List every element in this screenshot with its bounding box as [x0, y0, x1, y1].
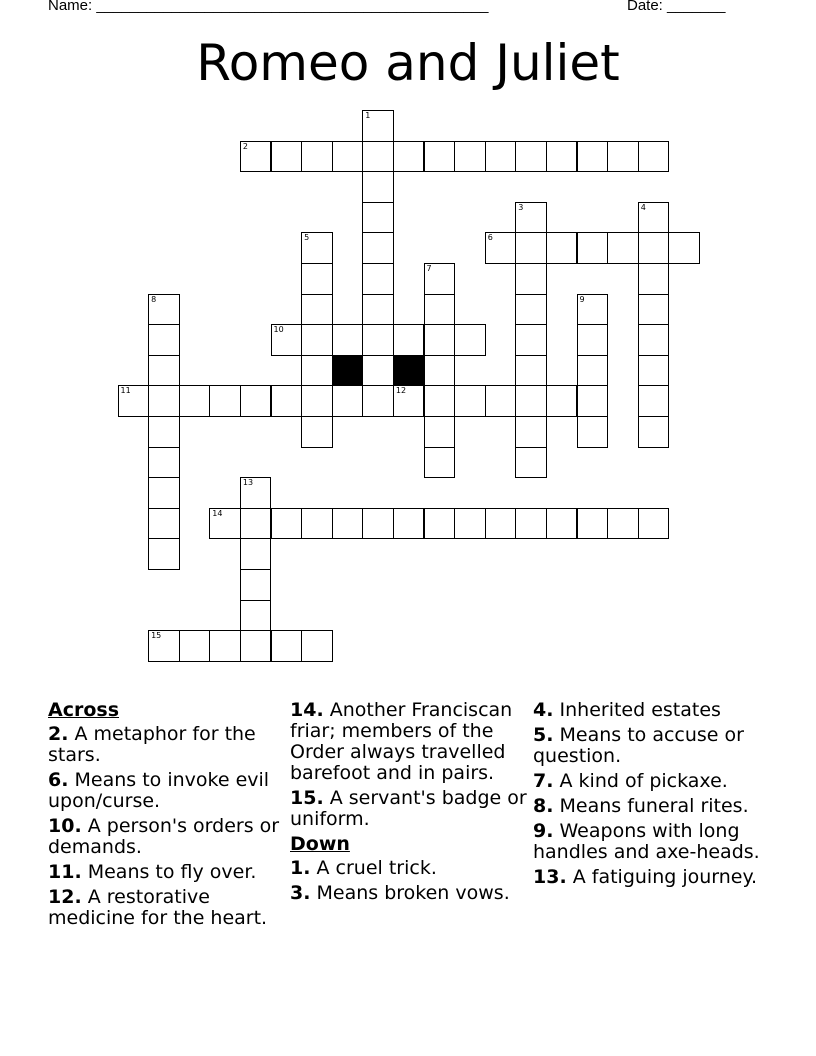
grid-cell[interactable]	[577, 232, 609, 264]
grid-cell[interactable]	[638, 232, 670, 264]
grid-cell[interactable]	[577, 385, 609, 417]
clue-num: 10.	[48, 815, 82, 837]
grid-cell[interactable]	[301, 355, 333, 387]
grid-cell[interactable]	[240, 141, 272, 173]
grid-cell[interactable]	[424, 416, 456, 448]
clue-num: 7.	[533, 770, 554, 792]
grid-cell[interactable]	[148, 538, 180, 570]
grid-cell[interactable]	[362, 355, 394, 387]
clue-num: 4.	[533, 699, 554, 721]
grid-cell[interactable]	[546, 141, 578, 173]
grid-cell[interactable]	[424, 294, 456, 326]
clue-number-2: 2	[242, 141, 248, 151]
grid-cell[interactable]	[301, 232, 333, 264]
clue-item	[533, 771, 773, 792]
grid-cell[interactable]	[485, 232, 517, 264]
grid-cell[interactable]	[393, 508, 425, 540]
clue-text: A person's orders or demands.	[48, 815, 280, 858]
grid-cell[interactable]	[362, 294, 394, 326]
grid-cell[interactable]	[240, 569, 272, 601]
grid-cell[interactable]	[179, 630, 211, 662]
grid-cell[interactable]	[332, 141, 364, 173]
clue-item	[48, 724, 288, 766]
clue-number-6: 6	[487, 233, 493, 243]
clue-num: 11.	[48, 861, 82, 883]
clue-text: Means to accuse or question.	[533, 724, 744, 767]
grid-cell[interactable]	[638, 141, 670, 173]
grid-cell[interactable]	[638, 324, 670, 356]
clue-number-14: 14	[212, 508, 223, 518]
clue-number-7: 7	[426, 264, 432, 273]
clue-item	[48, 770, 288, 812]
grid-cell[interactable]	[515, 355, 547, 387]
clue-num: 1.	[290, 857, 311, 879]
clue-number-5: 5	[304, 233, 310, 243]
grid-cell[interactable]	[515, 416, 547, 448]
grid-cell[interactable]	[362, 232, 394, 264]
grid-cell[interactable]	[362, 263, 394, 295]
grid-cell[interactable]	[332, 508, 364, 540]
clue-text: A kind of pickaxe.	[559, 770, 728, 792]
grid-cell[interactable]	[454, 508, 486, 540]
grid-cell[interactable]	[301, 141, 333, 173]
grid-black-cell	[332, 355, 364, 387]
grid-cell[interactable]	[607, 232, 639, 264]
grid-cell[interactable]	[332, 324, 364, 356]
grid-cell[interactable]	[271, 324, 303, 356]
grid-cell[interactable]	[148, 447, 180, 479]
grid-cell[interactable]	[209, 385, 241, 417]
clue-text: Inherited estates	[559, 699, 721, 721]
clue-column-3	[533, 700, 773, 892]
clue-text: Means to fly over.	[87, 861, 257, 883]
clue-num: 8.	[533, 795, 554, 817]
clue-item	[290, 700, 530, 784]
grid-cell[interactable]	[301, 294, 333, 326]
clue-item	[533, 867, 773, 888]
grid-cell[interactable]	[515, 232, 547, 264]
grid-cell[interactable]	[607, 508, 639, 540]
grid-cell[interactable]	[515, 508, 547, 540]
grid-cell[interactable]	[638, 385, 670, 417]
grid-cell[interactable]	[148, 508, 180, 540]
grid-cell[interactable]	[271, 508, 303, 540]
clue-number-10: 10	[273, 325, 284, 335]
grid-cell[interactable]	[271, 141, 303, 173]
grid-cell[interactable]	[271, 385, 303, 417]
clue-number-13: 13	[242, 478, 254, 488]
grid-cell[interactable]	[424, 508, 456, 540]
grid-cell[interactable]	[424, 385, 456, 417]
grid-cell[interactable]	[668, 232, 700, 264]
clue-text: A fatiguing journey.	[572, 866, 758, 888]
grid-cell[interactable]	[148, 477, 180, 509]
clue-text: A servant's badge or uniform.	[290, 787, 527, 830]
grid-cell[interactable]	[148, 294, 180, 326]
grid-cell[interactable]	[485, 141, 517, 173]
grid-cell[interactable]	[546, 232, 578, 264]
grid-cell[interactable]	[454, 385, 486, 417]
clue-number-8: 8	[151, 294, 157, 304]
clue-number-15: 15	[151, 631, 162, 641]
grid-cell[interactable]	[240, 630, 272, 662]
clue-column-2	[290, 700, 530, 908]
clue-num: 3.	[290, 882, 311, 904]
grid-cell[interactable]	[638, 202, 670, 234]
clue-num: 5.	[533, 724, 554, 746]
clue-num: 6.	[48, 769, 69, 791]
name-line: Name: _______________________________________________	[48, 0, 489, 14]
grid-cell[interactable]	[424, 141, 456, 173]
grid-cell[interactable]	[577, 141, 609, 173]
grid-cell[interactable]	[179, 385, 211, 417]
grid-cell[interactable]	[485, 385, 517, 417]
grid-cell[interactable]	[393, 324, 425, 356]
clue-item	[48, 887, 288, 929]
grid-cell[interactable]	[240, 477, 272, 509]
clue-text: Means to invoke evil upon/curse.	[48, 769, 270, 812]
grid-cell[interactable]	[240, 508, 272, 540]
grid-cell[interactable]	[515, 324, 547, 356]
grid-cell[interactable]	[209, 508, 241, 540]
grid-cell[interactable]	[148, 355, 180, 387]
grid-cell[interactable]	[577, 355, 609, 387]
grid-cell[interactable]	[546, 508, 578, 540]
page-title: Romeo and Juliet	[196, 34, 620, 92]
grid-cell[interactable]	[454, 141, 486, 173]
grid-cell[interactable]	[362, 110, 394, 142]
clue-item	[290, 858, 530, 879]
clue-text: Means broken vows.	[316, 882, 510, 904]
clue-num: 13.	[533, 866, 567, 888]
grid-cell[interactable]	[118, 385, 150, 417]
clue-text: Another Franciscan friar; members of the Order always travelled barefoot and in pairs.	[290, 699, 513, 784]
clue-num: 9.	[533, 820, 554, 842]
clue-text: A restorative medicine for the heart.	[48, 886, 268, 929]
clue-num: 15.	[290, 787, 324, 809]
grid-cell[interactable]	[577, 416, 609, 448]
grid-cell[interactable]	[148, 630, 180, 662]
clue-item	[533, 725, 773, 767]
grid-cell[interactable]	[362, 171, 394, 203]
clue-text: A cruel trick.	[316, 857, 437, 879]
clue-number-3: 3	[518, 202, 524, 212]
grid-cell[interactable]	[240, 538, 272, 570]
clue-item	[533, 796, 773, 817]
clue-item	[290, 883, 530, 904]
grid-cell[interactable]	[240, 385, 272, 417]
clue-num: 2.	[48, 723, 69, 745]
clue-item	[533, 700, 773, 721]
grid-black-cell	[393, 355, 425, 387]
grid-cell[interactable]	[607, 141, 639, 173]
grid-cell[interactable]	[638, 294, 670, 326]
down-heading: Down	[290, 833, 350, 855]
grid-cell[interactable]	[424, 263, 456, 295]
clue-number-9: 9	[579, 294, 585, 304]
clue-num: 12.	[48, 886, 82, 908]
grid-cell[interactable]	[362, 141, 394, 173]
clue-number-4: 4	[640, 202, 646, 212]
grid-cell[interactable]	[424, 324, 456, 356]
grid-cell[interactable]	[301, 416, 333, 448]
grid-cell[interactable]	[301, 508, 333, 540]
clue-number-1: 1	[365, 111, 371, 120]
grid-cell[interactable]	[454, 324, 486, 356]
grid-cell[interactable]	[301, 385, 333, 417]
clue-column-1	[48, 700, 288, 933]
grid-cell[interactable]	[209, 630, 241, 662]
clue-text: Means funeral rites.	[559, 795, 749, 817]
grid-cell[interactable]	[362, 324, 394, 356]
grid-cell[interactable]	[515, 141, 547, 173]
grid-cell[interactable]	[301, 263, 333, 295]
grid-cell[interactable]	[271, 630, 303, 662]
clue-num: 14.	[290, 699, 324, 721]
grid-cell[interactable]	[332, 385, 364, 417]
grid-cell[interactable]	[240, 600, 272, 632]
clue-item	[533, 821, 773, 863]
grid-cell[interactable]	[638, 416, 670, 448]
grid-cell[interactable]	[577, 508, 609, 540]
grid-cell[interactable]	[301, 324, 333, 356]
clue-item	[48, 816, 288, 858]
grid-cell[interactable]	[148, 324, 180, 356]
grid-cell[interactable]	[424, 355, 456, 387]
grid-cell[interactable]	[515, 263, 547, 295]
grid-cell[interactable]	[148, 385, 180, 417]
grid-cell[interactable]	[515, 294, 547, 326]
clue-text: A metaphor for the stars.	[48, 723, 256, 766]
grid-cell[interactable]	[638, 508, 670, 540]
grid-cell[interactable]	[515, 202, 547, 234]
clue-number-11: 11	[120, 386, 131, 396]
grid-cell[interactable]	[546, 385, 578, 417]
across-heading: Across	[48, 699, 120, 721]
clue-text: Weapons with long handles and axe-heads.	[533, 820, 760, 863]
grid-cell[interactable]	[362, 385, 394, 417]
grid-cell[interactable]	[638, 263, 670, 295]
grid-cell[interactable]	[485, 508, 517, 540]
grid-cell[interactable]	[393, 141, 425, 173]
date-line: Date: _______	[627, 0, 726, 14]
grid-cell[interactable]	[638, 355, 670, 387]
grid-cell[interactable]	[301, 630, 333, 662]
grid-cell[interactable]	[393, 385, 425, 417]
clue-item	[48, 862, 288, 883]
grid-cell[interactable]	[362, 508, 394, 540]
grid-cell[interactable]	[515, 385, 547, 417]
grid-cell[interactable]	[577, 294, 609, 326]
grid-cell[interactable]	[148, 416, 180, 448]
clue-number-12: 12	[395, 386, 407, 396]
grid-cell[interactable]	[515, 447, 547, 479]
grid-cell[interactable]	[424, 447, 456, 479]
clue-item	[290, 788, 530, 830]
grid-cell[interactable]	[577, 324, 609, 356]
grid-cell[interactable]	[362, 202, 394, 234]
